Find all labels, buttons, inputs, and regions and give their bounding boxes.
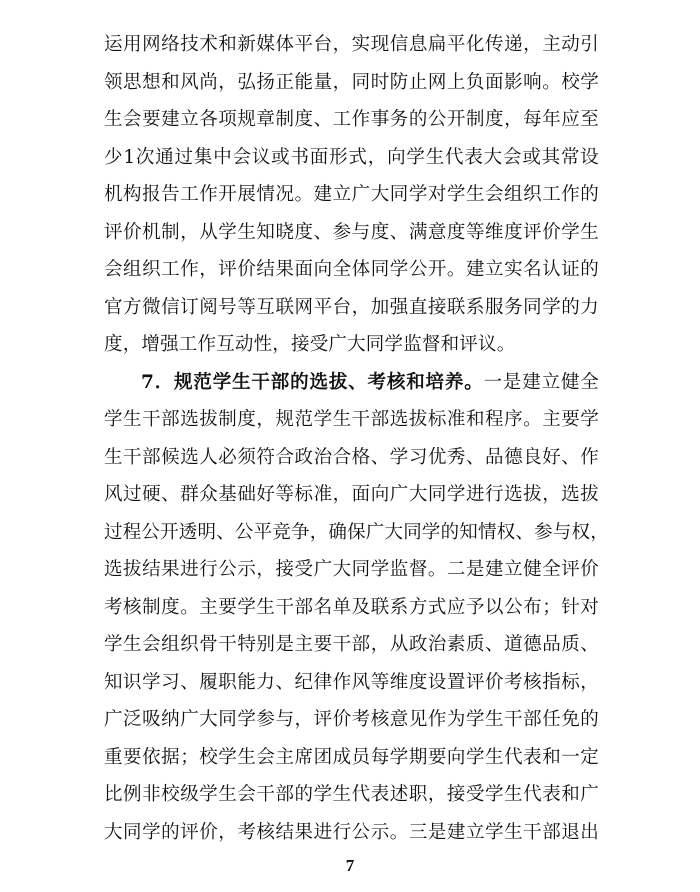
section-7-first-line-text: 一是建立健全 (483, 372, 599, 393)
text-line: 少1次通过集中会议或书面形式，向学生代表大会或其常设 (104, 147, 599, 168)
text-line: 评价机制，从学生知晓度、参与度、满意度等维度评价学生 (104, 222, 599, 243)
text-line: 运用网络技术和新媒体平台，实现信息扁平化传递，主动引 (104, 34, 599, 55)
text-line: 领思想和风尚，弘扬正能量，同时防止网上负面影响。校学 (104, 72, 599, 93)
text-line: 风过硬、群众基础好等标准，面向广大同学进行选拔，选拔 (104, 484, 599, 505)
text-line: 过程公开透明、公平竞争，确保广大同学的知情权、参与权， (104, 522, 609, 543)
text-line: 广泛吸纳广大同学参与，评价考核意见作为学生干部任免的 (104, 709, 599, 730)
text-line: 生干部候选人必须符合政治合格、学习优秀、品德良好、作 (104, 447, 599, 468)
text-line: 生会要建立各项规章制度、工作事务的公开制度，每年应至 (104, 109, 599, 130)
text-line: 知识学习、履职能力、纪律作风等维度设置评价考核指标， (104, 672, 599, 693)
text-line: 官方微信订阅号等互联网平台，加强直接联系服务同学的力 (104, 297, 599, 318)
text-line: 机构报告工作开展情况。建立广大同学对学生会组织工作的 (104, 184, 599, 205)
text-line: 学生会组织骨干特别是主要干部，从政治素质、道德品质、 (104, 634, 599, 655)
text-line: 重要依据；校学生会主席团成员每学期要向学生代表和一定 (104, 747, 599, 768)
text-line: 比例非校级学生会干部的学生代表述职，接受学生代表和广 (104, 784, 599, 805)
page-number: 7 (345, 856, 355, 875)
section-7-heading: 7．规范学生干部的选拔、考核和培养。 (141, 372, 484, 393)
text-line: 大同学的评价，考核结果进行公示。三是建立学生干部退出 (104, 822, 599, 843)
text-line: 学生干部选拔制度，规范学生干部选拔标准和程序。主要学 (104, 409, 599, 430)
text-line: 考核制度。主要学生干部名单及联系方式应予以公布；针对 (104, 597, 599, 618)
text-line: 选拔结果进行公示，接受广大同学监督。二是建立健全评价 (104, 559, 599, 580)
text-line: 度，增强工作互动性，接受广大同学监督和评议。 (104, 334, 516, 355)
text-line: 会组织工作，评价结果面向全体同学公开。建立实名认证的 (104, 259, 599, 280)
section-7-first-line (141, 369, 599, 397)
